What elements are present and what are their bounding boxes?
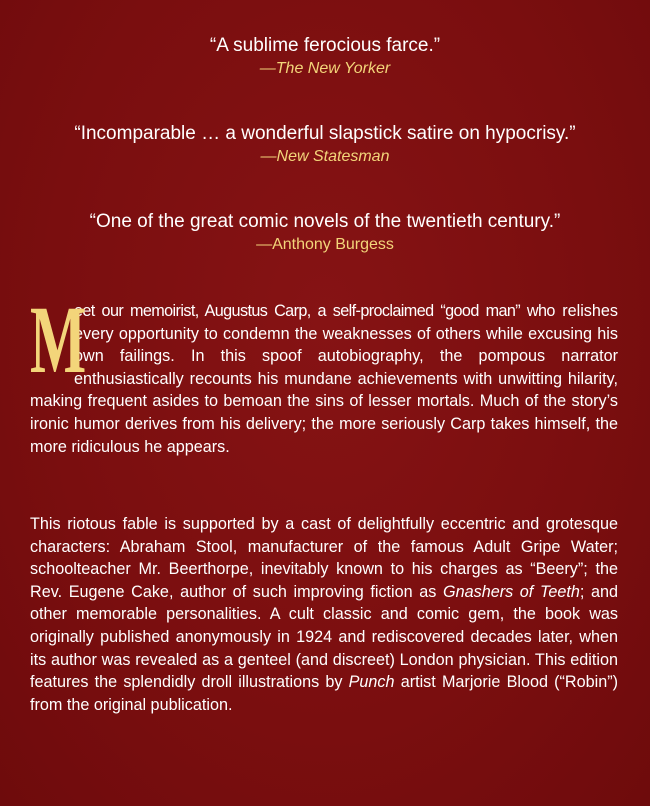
paragraph-body: relishes every opportunity to condemn the weaknesses of others while excusing his own failings. In this spoof autobiography, the pompous narrator enthusiastically recounts his mundane achievements with unwitting hilarity, making frequent asides to bemoan the sins of lesser mortals. Much of the story’s ironic humor derives from his delivery; the more seriously Carp takes himself, the more ridiculous he appears. [30, 302, 618, 456]
drop-cap: M [30, 286, 87, 393]
review-quote-new-statesman [0, 122, 650, 168]
quote-source: —Anthony Burgess [256, 236, 394, 253]
paragraph-first-line: eet our memoirist, Augustus Carp, a self-proclaimed “good man” who [74, 302, 555, 320]
review-quote-new-yorker [0, 34, 650, 80]
paragraph-text: artist Marjorie Blood (“Robin”) from the original publication. [30, 673, 618, 714]
paragraph-text: ; and other memorable personalities. A cult classic and comic gem, the book was originally published anonymously in 1924 and rediscovered decades later, when its author was revealed as a genteel (and discreet) London physician. This edition features the splendidly droll illustrations by [30, 582, 618, 692]
book-title-gnashers: Gnashers of Teeth [443, 582, 580, 601]
quote-source: —The New Yorker [259, 60, 391, 77]
description-paragraph-1 [30, 286, 618, 458]
quote-text: “A sublime ferocious farce.” [209, 35, 441, 56]
quote-text: “One of the great comic novels of the twentieth century.” [89, 211, 561, 232]
quote-text: “Incomparable … a wonderful slapstick satire on hypocrisy.” [74, 123, 576, 144]
description-paragraph-2 [30, 513, 618, 716]
magazine-title-punch: Punch [348, 673, 395, 692]
review-quote-anthony-burgess [0, 210, 650, 256]
quote-source: —New Statesman [260, 148, 390, 165]
paragraph-text: This riotous fable is supported by a cast of delightfully eccentric and grotesque characters: Abraham Stool, manufacturer of the famous Adult Gripe Water; schoolteacher Mr. Beerthorpe, inevitably known to his charges as “Beery”; the Rev. Eugene Cake, author of such improving fiction as [30, 515, 618, 601]
